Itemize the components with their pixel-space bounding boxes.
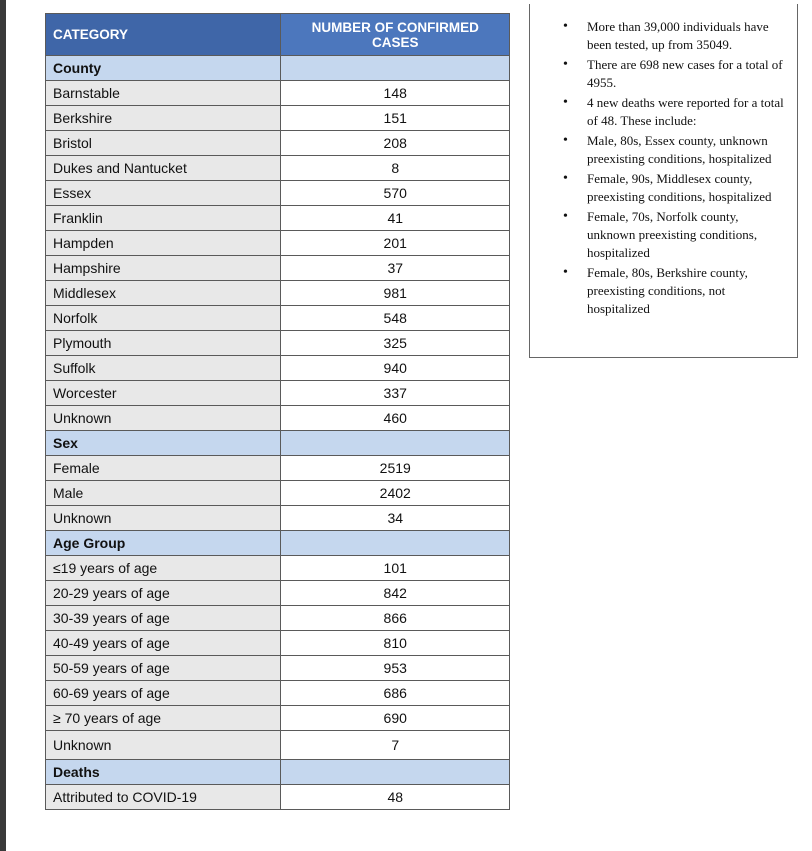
category-label: Unknown [46, 731, 281, 760]
section-blank [281, 56, 510, 81]
table-row [46, 231, 510, 256]
case-count: 325 [281, 331, 510, 356]
confirmed-cases-header: NUMBER OF CONFIRMED CASES [281, 14, 510, 56]
table-row [46, 181, 510, 206]
table-row [46, 281, 510, 306]
category-label: Female [46, 456, 281, 481]
section-row [46, 531, 510, 556]
category-label: 50-59 years of age [46, 656, 281, 681]
category-label: Attributed to COVID-19 [46, 785, 281, 810]
note-item: • Female, 90s, Middlesex county, preexisting conditions, hospitalized [587, 170, 787, 206]
notes-list [530, 4, 797, 318]
section-blank [281, 531, 510, 556]
table-row [46, 331, 510, 356]
category-label: 40-49 years of age [46, 631, 281, 656]
table-row [46, 631, 510, 656]
case-count: 981 [281, 281, 510, 306]
notes-box [529, 4, 798, 358]
table-row [46, 706, 510, 731]
section-row [46, 760, 510, 785]
case-count: 101 [281, 556, 510, 581]
table-row [46, 106, 510, 131]
category-label: Hampshire [46, 256, 281, 281]
category-label: Unknown [46, 406, 281, 431]
table-row [46, 785, 510, 810]
category-header: CATEGORY [46, 14, 281, 56]
table-body [46, 56, 510, 810]
table-row [46, 406, 510, 431]
section-blank [281, 431, 510, 456]
table-row [46, 206, 510, 231]
case-count: 842 [281, 581, 510, 606]
table-header-row [46, 14, 510, 56]
table-row [46, 731, 510, 760]
note-item: • Female, 70s, Norfolk county, unknown preexisting conditions, hospitalized [587, 208, 787, 262]
category-label: ≤19 years of age [46, 556, 281, 581]
note-item: • Female, 80s, Berkshire county, preexisting conditions, not hospitalized [587, 264, 787, 318]
case-count: 48 [281, 785, 510, 810]
case-count: 201 [281, 231, 510, 256]
category-label: Norfolk [46, 306, 281, 331]
section-title: Age Group [46, 531, 281, 556]
case-count: 953 [281, 656, 510, 681]
case-count: 570 [281, 181, 510, 206]
category-label: Barnstable [46, 81, 281, 106]
category-label: Dukes and Nantucket [46, 156, 281, 181]
case-count: 686 [281, 681, 510, 706]
category-label: Bristol [46, 131, 281, 156]
page-edge [0, 0, 6, 851]
table-row [46, 456, 510, 481]
note-item: • 4 new deaths were reported for a total of 48. These include: [587, 94, 787, 130]
case-count: 866 [281, 606, 510, 631]
case-count: 690 [281, 706, 510, 731]
section-blank [281, 760, 510, 785]
table-row [46, 381, 510, 406]
category-label: Hampden [46, 231, 281, 256]
case-count: 41 [281, 206, 510, 231]
category-label: Plymouth [46, 331, 281, 356]
case-count: 7 [281, 731, 510, 760]
category-label: Suffolk [46, 356, 281, 381]
case-count: 337 [281, 381, 510, 406]
case-count: 37 [281, 256, 510, 281]
table-row [46, 131, 510, 156]
case-count: 151 [281, 106, 510, 131]
table-row [46, 581, 510, 606]
case-count: 34 [281, 506, 510, 531]
category-label: ≥ 70 years of age [46, 706, 281, 731]
category-label: 30-39 years of age [46, 606, 281, 631]
section-title: Deaths [46, 760, 281, 785]
note-item: • More than 39,000 individuals have been tested, up from 35049. [587, 18, 787, 54]
table-row [46, 681, 510, 706]
category-label: 20-29 years of age [46, 581, 281, 606]
table-row [46, 481, 510, 506]
table-row [46, 256, 510, 281]
note-item: • There are 698 new cases for a total of 4955. [587, 56, 787, 92]
category-label: Unknown [46, 506, 281, 531]
note-item: • Male, 80s, Essex county, unknown preexisting conditions, hospitalized [587, 132, 787, 168]
table-row [46, 81, 510, 106]
section-title: Sex [46, 431, 281, 456]
category-label: Male [46, 481, 281, 506]
case-count: 148 [281, 81, 510, 106]
category-label: Franklin [46, 206, 281, 231]
category-label: Worcester [46, 381, 281, 406]
case-count: 208 [281, 131, 510, 156]
table-row [46, 506, 510, 531]
section-row [46, 56, 510, 81]
table-row [46, 156, 510, 181]
table-row [46, 606, 510, 631]
case-count: 940 [281, 356, 510, 381]
category-label: Middlesex [46, 281, 281, 306]
category-label: Berkshire [46, 106, 281, 131]
case-count: 548 [281, 306, 510, 331]
confirmed-cases-table [45, 13, 510, 810]
section-row [46, 431, 510, 456]
section-title: County [46, 56, 281, 81]
case-count: 810 [281, 631, 510, 656]
table-row [46, 356, 510, 381]
category-label: Essex [46, 181, 281, 206]
table-row [46, 306, 510, 331]
table-row [46, 656, 510, 681]
case-count: 2402 [281, 481, 510, 506]
case-count: 8 [281, 156, 510, 181]
category-label: 60-69 years of age [46, 681, 281, 706]
case-count: 2519 [281, 456, 510, 481]
table-row [46, 556, 510, 581]
case-count: 460 [281, 406, 510, 431]
